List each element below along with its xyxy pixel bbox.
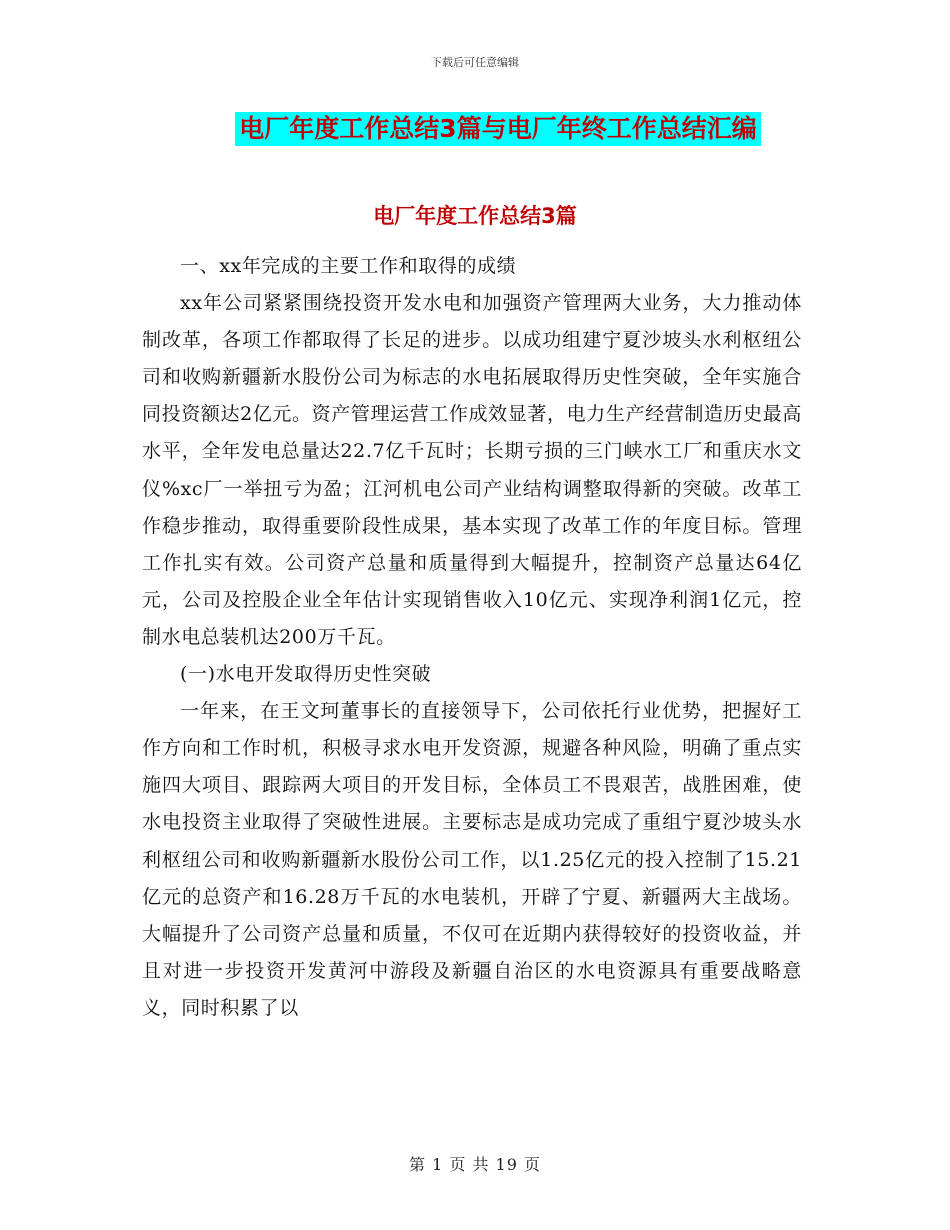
- document-title-container: [0, 112, 950, 146]
- section-title: 电厂年度工作总结3篇: [373, 204, 577, 228]
- document-title: 电厂年度工作总结3篇与电厂年终工作总结汇编: [235, 112, 760, 146]
- paragraph-subheading-1: (一)水电开发取得历史性突破: [180, 663, 432, 686]
- paragraph-summary: xx年公司紧紧围绕投资开发水电和加强资产管理两大业务，大力推动体制改革，各项工作都取得了长足的进步。以成功组建宁夏沙坡头水利枢纽公司和收购新疆新水股份公司为标志的水电拓展取得历史性突破，全年实施合同投资额达2亿元。资产管理运营工作成效显著，电力生产经营制造历史最高水平，全年发电总量达22.7亿千瓦时；长期亏损的三门峡水工厂和重庆水文仪%xc厂一举扭亏为盈；江河机电公司产业结构调整取得新的突破。改革工作稳步推动，取得重要阶段性成果，基本实现了改革工作的年度目标。管理工作扎实有效。公司资产总量和质量得到大幅提升，控制资产总量达64亿元，公司及控股企业全年估计实现销售收入10亿元、实现净利润1亿元，控制水电总装机达200万千瓦。: [142, 292, 802, 648]
- paragraph-hydropower: 一年来，在王文珂董事长的直接领导下，公司依托行业优势，把握好工作方向和工作时机，积极寻求水电开发资源，规避各种风险，明确了重点实施四大项目、跟踪两大项目的开发目标，全体员工不畏艰苦，战胜困难，使水电投资主业取得了突破性进展。主要标志是成功完成了重组宁夏沙坡头水利枢纽公司和收购新疆新水股份公司工作，以1.25亿元的投入控制了15.21亿元的总资产和16.28万千瓦的水电装机，开辟了宁夏、新疆两大主战场。大幅提升了公司资产总量和质量，不仅可在近期内获得较好的投资收益，并且对进一步投资开发黄河中游段及新疆自治区的水电资源具有重要战略意义，同时积累了以: [142, 700, 802, 1019]
- header-note: 下载后可任意编辑: [431, 56, 519, 69]
- paragraph-heading-1: 一、xx年完成的主要工作和取得的成绩: [180, 255, 517, 277]
- body-text: [142, 248, 802, 1027]
- page-number-footer: 第 1 页 共 19 页: [409, 1155, 541, 1174]
